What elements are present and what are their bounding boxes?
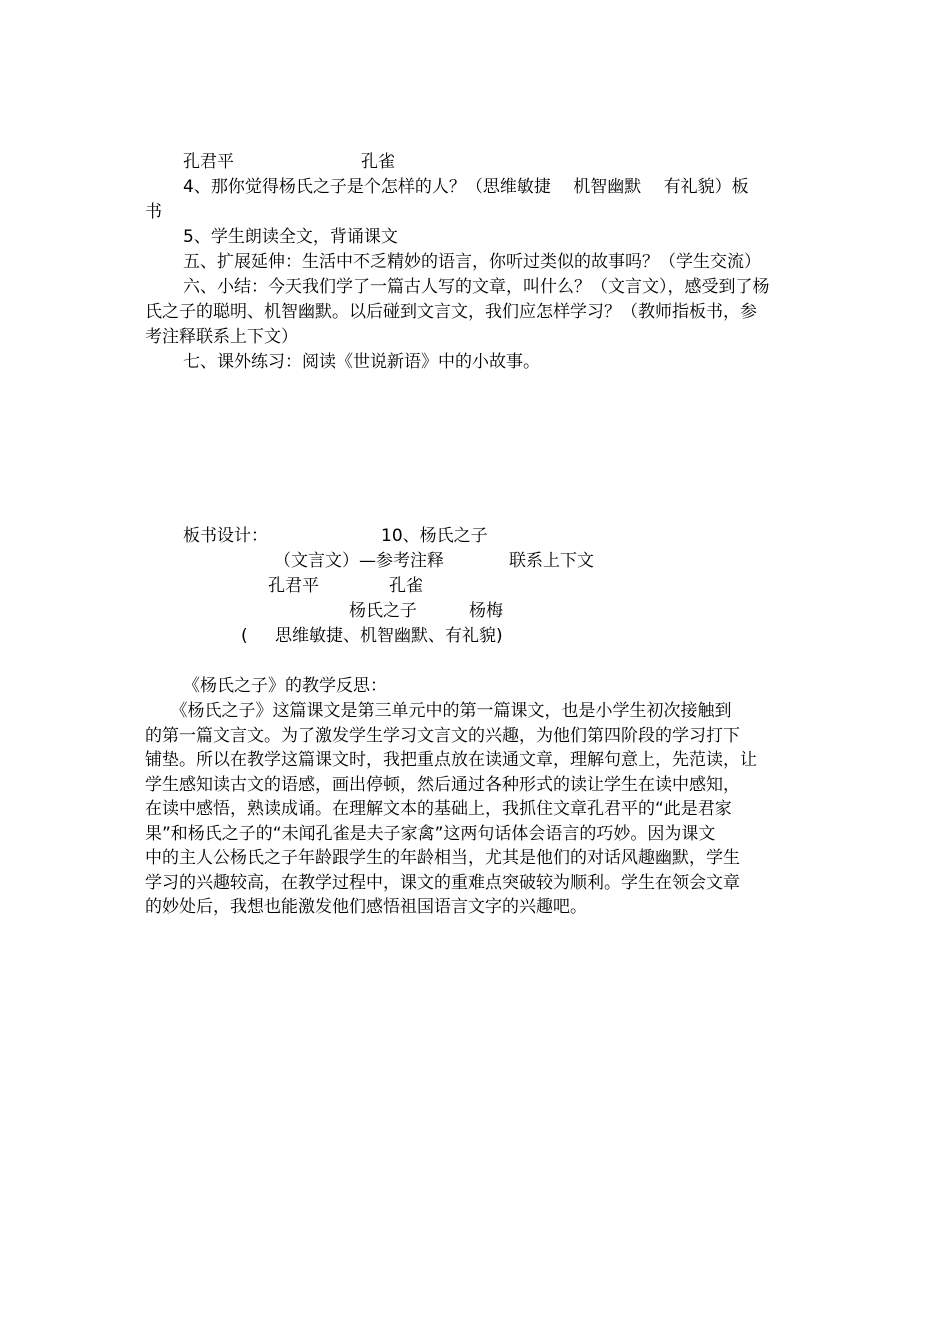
- lesson-homework: 七、课外练习：阅读《世说新语》中的小故事。: [183, 352, 540, 372]
- text-kong-junping: 孔君平: [183, 152, 234, 172]
- board-row1-right: 联系上下文: [509, 551, 594, 571]
- board-row1-left: （文言文）—参考注释: [274, 551, 444, 571]
- reflection-line: 中的主人公杨氏之子年龄跟学生的年龄相当，尤其是他们的对话风趣幽默，学生: [145, 848, 740, 868]
- lesson-step-5: 5、学生朗读全文，背诵课文: [183, 227, 398, 247]
- reflection-title: 《杨氏之子》的教学反思：: [183, 676, 387, 696]
- reflection-line: 铺垫。所以在教学这篇课文时，我把重点放在读通文章，理解句意上，先范读，让: [145, 750, 757, 770]
- text-kong-que: 孔雀: [361, 152, 395, 172]
- reflection-line: 在读中感悟，熟读成诵。在理解文本的基础上，我抓住文章孔君平的“此是君家: [145, 799, 732, 819]
- lesson-summary-line1: 六、小结：今天我们学了一篇古人写的文章，叫什么？（文言文），感受到了杨: [183, 277, 770, 297]
- reflection-line: 的妙处后，我想也能激发他们感悟祖国语言文字的兴趣吧。: [145, 897, 587, 917]
- reflection-line: 的第一篇文言文。为了激发学生学习文言文的兴趣，为他们第四阶段的学习打下: [145, 725, 740, 746]
- board-row3-right: 杨梅: [469, 601, 503, 621]
- board-label: 板书设计：: [183, 526, 268, 546]
- board-row4-open: (: [241, 626, 248, 646]
- lesson-step-4-cont: 书: [145, 202, 162, 222]
- lesson-step-4: 4、那你觉得杨氏之子是个怎样的人？（思维敏捷 机智幽默 有礼貌）板: [183, 177, 749, 197]
- lesson-extension: 五、扩展延伸：生活中不乏精妙的语言，你听过类似的故事吗？（学生交流）: [183, 252, 761, 272]
- board-row2-left: 孔君平: [268, 576, 319, 596]
- reflection-body: [145, 699, 805, 920]
- board-row4-text: 思维敏捷、机智幽默、有礼貌): [275, 626, 503, 646]
- reflection-line: 学生感知读古文的语感，画出停顿，然后通过各种形式的读让学生在读中感知，: [145, 774, 740, 795]
- reflection-line: 《杨氏之子》这篇课文是第三单元中的第一篇课文，也是小学生初次接触到: [145, 701, 732, 721]
- board-title: 10、杨氏之子: [381, 526, 488, 546]
- lesson-summary-line2: 氏之子的聪明、机智幽默。以后碰到文言文，我们应怎样学习？（教师指板书，参: [145, 302, 757, 322]
- reflection-line: 学习的兴趣较高，在教学过程中，课文的重难点突破较为顺利。学生在领会文章: [145, 872, 740, 893]
- reflection-line: 果”和杨氏之子的“未闻孔雀是夫子家禽”这两句话体会语言的巧妙。因为课文: [145, 823, 716, 844]
- lesson-summary-line3: 考注释联系上下文）: [145, 327, 298, 347]
- board-row3-left: 杨氏之子: [349, 601, 417, 621]
- board-row2-right: 孔雀: [389, 576, 423, 596]
